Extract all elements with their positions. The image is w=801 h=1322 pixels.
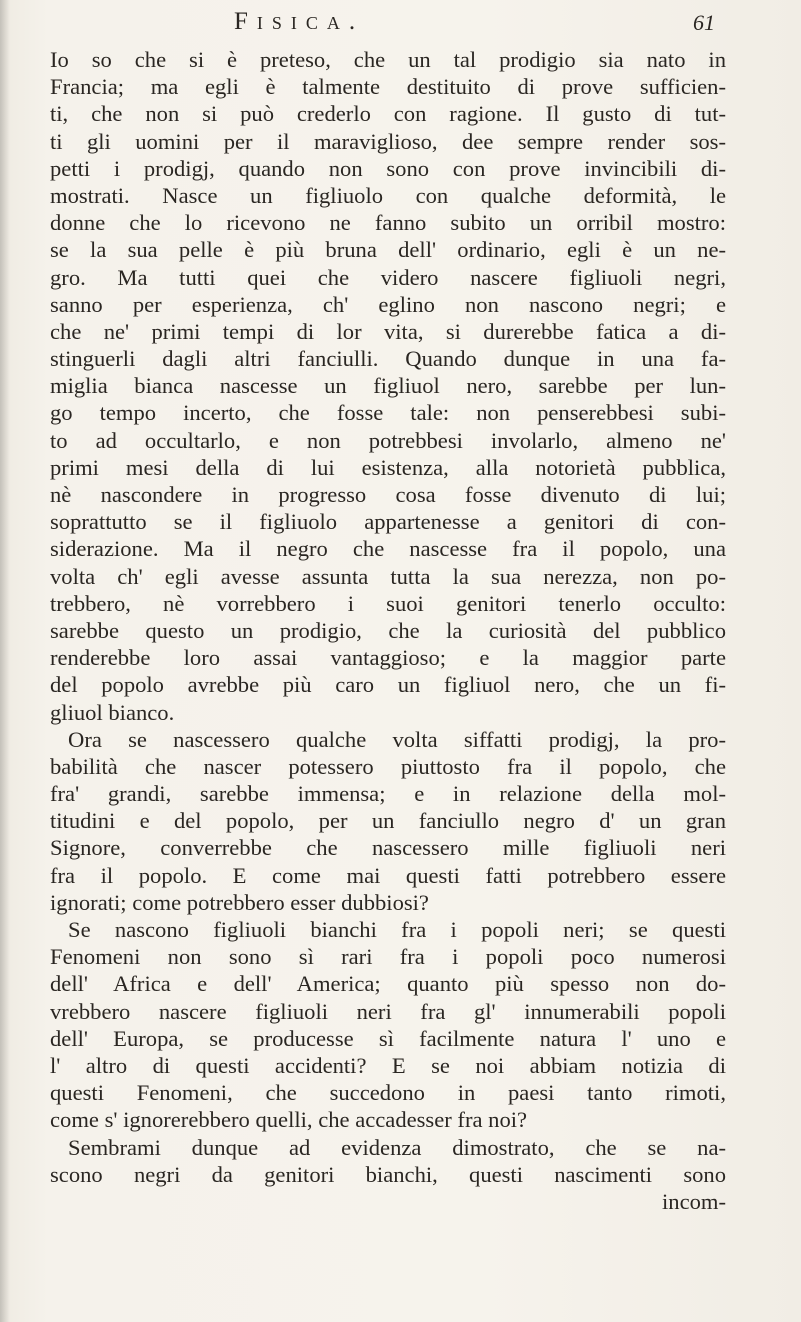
- text-line: ti gli uomini per il maraviglioso, dee sempre render sos-: [50, 128, 726, 154]
- text-line: dell' Africa e dell' America; quanto più spesso non do-: [50, 971, 726, 997]
- text-line: trebbero, nè vorrebbero i suoi genitori tenerlo occulto:: [50, 590, 726, 616]
- body-text: [50, 46, 726, 1215]
- running-title: Fisica.: [234, 8, 365, 35]
- text-line: primi mesi della di lui esistenza, alla notorietà pubblica,: [50, 454, 726, 480]
- text-line: donne che lo ricevono ne fanno subito un orribil mostro:: [50, 210, 726, 236]
- catchword: incom-: [662, 1188, 726, 1214]
- text-line: go tempo incerto, che fosse tale: non penserebbesi subi-: [50, 400, 726, 426]
- text-line: questi Fenomeni, che succedono in paesi tanto rimoti,: [50, 1080, 726, 1106]
- text-line: petti i prodigj, quando non sono con prove invincibili di-: [50, 155, 726, 181]
- text-line: Francia; ma egli è talmente destituito di prove sufficien-: [50, 74, 726, 100]
- text-line: sanno per esperienza, ch' eglino non nascono negri; e: [50, 291, 726, 317]
- text-line: che ne' primi tempi di lor vita, si durerebbe fatica a di-: [50, 318, 726, 344]
- text-line: renderebbe loro assai vantaggioso; e la maggior parte: [50, 645, 726, 671]
- text-line: del popolo avrebbe più caro un figliuol nero, che un fi-: [50, 672, 726, 698]
- text-line: gro. Ma tutti quei che videro nascere figliuoli negri,: [50, 264, 726, 290]
- page-number: 61: [693, 10, 715, 35]
- text-line: mostrati. Nasce un figliuolo con qualche deformità, le: [50, 182, 726, 208]
- text-line: fra' grandi, sarebbe immensa; e in relazione della mol-: [50, 781, 726, 807]
- text-line: se la sua pelle è più bruna dell' ordinario, egli è un ne-: [50, 237, 726, 263]
- text-line: siderazione. Ma il negro che nascesse fra il popolo, una: [50, 536, 726, 562]
- text-line: soprattutto se il figliuolo appartenesse a genitori di con-: [50, 509, 726, 535]
- text-line: scono negri da genitori bianchi, questi nascimenti sono: [50, 1161, 726, 1187]
- text-line: sarebbe questo un prodigio, che la curiosità del pubblico: [50, 617, 726, 643]
- text-line: vrebbero nascere figliuoli neri fra gl' innumerabili popoli: [50, 998, 726, 1024]
- text-line: l' altro di questi accidenti? E se noi abbiam notizia di: [50, 1052, 726, 1078]
- text-line: ti, che non si può crederlo con ragione. Il gusto di tut-: [50, 101, 726, 127]
- text-line: miglia bianca nascesse un figliuol nero, sarebbe per lun-: [50, 373, 726, 399]
- binding-shadow: [0, 0, 10, 1322]
- text-line: stinguerli dagli altri fanciulli. Quando dunque in una fa-: [50, 346, 726, 372]
- text-line: babilità che nascer potessero piuttosto fra il popolo, che: [50, 753, 726, 779]
- text-line: Signore, converrebbe che nascessero mille figliuoli neri: [50, 835, 726, 861]
- text-line: nè nascondere in progresso cosa fosse divenuto di lui;: [50, 482, 726, 507]
- text-line: come s' ignorerebbero quelli, che accadesser fra noi?: [50, 1107, 528, 1133]
- text-line: Se nascono figliuoli bianchi fra i popoli neri; se questi: [68, 917, 726, 942]
- text-line: Sembrami dunque ad evidenza dimostrato, che se na-: [68, 1134, 726, 1160]
- text-line: to ad occultarlo, e non potrebbesi involarlo, almeno ne': [50, 427, 726, 453]
- text-line: Ora se nascessero qualche volta siffatti prodigj, la pro-: [68, 726, 726, 752]
- text-line: volta ch' egli avesse assunta tutta la sua nerezza, non po-: [50, 563, 726, 589]
- text-line: gliuol bianco.: [50, 699, 175, 725]
- text-line: Fenomeni non sono sì rari fra i popoli poco numerosi: [50, 944, 726, 970]
- text-line: titudini e del popolo, per un fanciullo negro d' un gran: [50, 808, 726, 834]
- text-line: ignorati; come potrebbero esser dubbiosi?: [50, 889, 429, 915]
- text-line: dell' Europa, se producesse sì facilmente natura l' uno e: [50, 1025, 726, 1051]
- text-line: Io so che si è preteso, che un tal prodigio sia nato in: [50, 47, 726, 72]
- text-line: fra il popolo. E come mai questi fatti potrebbero essere: [50, 862, 726, 888]
- page-header: [100, 8, 720, 48]
